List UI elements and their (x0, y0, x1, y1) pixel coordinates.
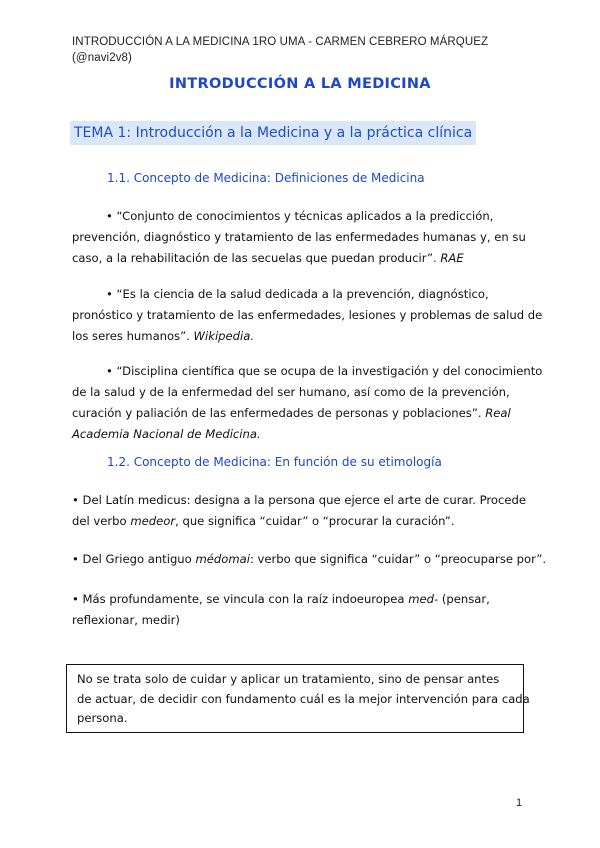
page-number: 1 (516, 797, 523, 809)
section-heading-1-2: 1.2. Concepto de Medicina: En función de su etimología (107, 455, 442, 469)
note-line: No se trata solo de cuidar y aplicar un tratamiento, sino de pensar antes (77, 672, 500, 686)
etymology-indoeuropean (72, 589, 532, 631)
note-line: persona. (77, 711, 128, 725)
definition-line: • “Conjunto de conocimientos y técnicas aplicados a la predicción, (106, 209, 494, 223)
latin-term: medeor (130, 514, 176, 528)
paragraph-text: : verbo que significa “cuidar” o “preocuparse por”. (249, 552, 547, 566)
paragraph-line: reflexionar, medir) (72, 613, 180, 627)
paragraph-text: del verbo (72, 514, 131, 528)
etymology-greek (72, 549, 547, 570)
section-heading-1-1: 1.1. Concepto de Medicina: Definiciones de Medicina (107, 171, 425, 185)
document-title: INTRODUCCIÓN A LA MEDICINA (169, 76, 431, 92)
definition-line: los seres humanos”. (72, 329, 190, 343)
definition-line: • “Disciplina científica que se ocupa de la investigación y del conocimiento (106, 364, 543, 378)
definition-source: Wikipedia. (193, 329, 255, 343)
definition-line: • “Es la ciencia de la salud dedicada a la prevención, diagnóstico, (106, 287, 489, 301)
greek-term: médomai (195, 552, 250, 566)
running-header-handle: (@navi2v8) (72, 52, 132, 64)
definition-line: de la salud y de la enfermedad del ser humano, así como de la prevención, (72, 385, 510, 399)
definition-source: RAE (440, 251, 464, 265)
paragraph-text: • Más profundamente, se vincula con la raíz indoeuropea (72, 592, 409, 606)
definition-line: prevención, diagnóstico y tratamiento de las enfermedades humanas y, en su (72, 230, 526, 244)
definition-source: Academia Nacional de Medicina. (72, 427, 261, 441)
definition-line: curación y paliación de las enfermedades de personas y poblaciones”. (72, 406, 482, 420)
running-header: INTRODUCCIÓN A LA MEDICINA 1RO UMA - CARMEN CEBRERO MÁRQUEZ (72, 36, 489, 48)
definition-line: caso, a la rehabilitación de las secuelas que puedan producir”. (72, 251, 437, 265)
root-term: med- (408, 592, 439, 606)
definition-line: pronóstico y tratamiento de las enfermedades, lesiones y problemas de salud de (72, 308, 543, 322)
paragraph-text: , que significa “cuidar” o “procurar la curación”. (175, 514, 455, 528)
paragraph-text: (pensar, (438, 592, 490, 606)
definition-source: Real (485, 406, 511, 420)
etymology-latin (72, 490, 532, 532)
paragraph-line: • Del Latín medicus: designa a la persona que ejerce el arte de curar. Procede (72, 493, 527, 507)
definition-rae (72, 206, 532, 269)
summary-note-box (66, 664, 530, 733)
definition-wikipedia (72, 284, 543, 347)
paragraph-text: • Del Griego antiguo (72, 552, 196, 566)
note-line: de actuar, de decidir con fundamento cuál es la mejor intervención para cada (77, 691, 530, 706)
chapter-heading: TEMA 1: Introducción a la Medicina y a la práctica clínica (70, 121, 476, 145)
definition-ranm (72, 361, 543, 445)
